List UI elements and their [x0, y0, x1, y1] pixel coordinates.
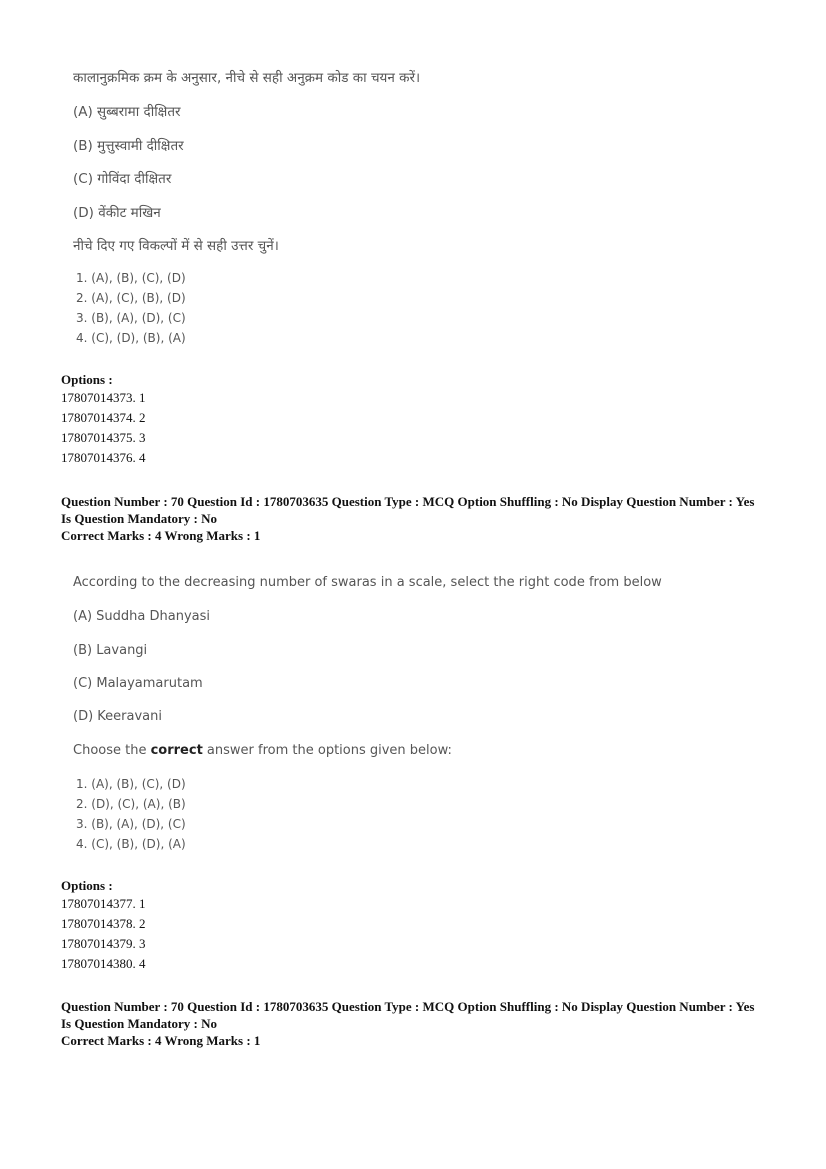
question-2-choice-1: 1. (A), (B), (C), (D) [76, 777, 186, 791]
option-id-3: 17807014375. 3 [61, 430, 146, 445]
option-id-1: 17807014373. 1 [61, 390, 146, 405]
option-id-4: 17807014380. 4 [61, 956, 146, 971]
question-meta-line: Question Number : 70 Question Id : 1780703635 Question Type : MCQ Option Shuffling : No Display Question Number : Yes [61, 494, 755, 509]
question-2-item-c: (C) Malayamarutam [73, 676, 203, 691]
question-meta-2 [61, 998, 754, 1049]
question-2-item-a: (A) Suddha Dhanyasi [73, 609, 211, 624]
question-meta-1 [61, 493, 754, 544]
question-1-choice-3: 3. (B), (A), (D), (C) [76, 311, 186, 325]
question-2-item-d: (D) Keeravani [73, 709, 162, 724]
instruction-bold: correct [150, 743, 203, 758]
question-2-options [61, 877, 146, 974]
question-2-choice-4: 4. (C), (B), (D), (A) [76, 837, 186, 851]
question-mandatory-line: Is Question Mandatory : No [61, 1016, 218, 1031]
instruction-text: Choose the [73, 743, 151, 758]
question-marks-line: Correct Marks : 4 Wrong Marks : 1 [61, 1033, 261, 1048]
question-1-stem: कालानुक्रमिक क्रम के अनुसार, नीचे से सही अनुक्रम कोड का चयन करें। [73, 70, 421, 86]
option-id-4: 17807014376. 4 [61, 450, 146, 465]
question-mandatory-line: Is Question Mandatory : No [61, 511, 218, 526]
question-1-options [61, 371, 146, 468]
question-1-item-b: (B) मुत्तुस्वामी दीक्षितर [73, 138, 184, 154]
question-1-choices [76, 268, 186, 348]
instruction-text: answer from the options given below: [202, 743, 452, 758]
question-marks-line: Correct Marks : 4 Wrong Marks : 1 [61, 528, 261, 543]
option-id-1: 17807014377. 1 [61, 896, 146, 911]
option-id-2: 17807014378. 2 [61, 916, 146, 931]
question-1-instruction: नीचे दिए गए विकल्पों में से सही उत्तर चुनें। [73, 238, 279, 254]
question-2-choice-3: 3. (B), (A), (D), (C) [76, 817, 186, 831]
options-label: Options : [61, 372, 113, 387]
question-2-choices [76, 774, 186, 854]
question-1-item-a: (A) सुब्बरामा दीक्षितर [73, 104, 181, 120]
question-1-item-d: (D) वेंकीट मखिन [73, 205, 161, 221]
option-id-2: 17807014374. 2 [61, 410, 146, 425]
question-1-choice-1: 1. (A), (B), (C), (D) [76, 271, 186, 285]
question-1-item-c: (C) गोविंदा दीक्षितर [73, 171, 172, 187]
question-2-instruction [73, 743, 452, 758]
question-2-choice-2: 2. (D), (C), (A), (B) [76, 797, 186, 811]
question-1-choice-2: 2. (A), (C), (B), (D) [76, 291, 186, 305]
question-meta-line: Question Number : 70 Question Id : 1780703635 Question Type : MCQ Option Shuffling : No Display Question Number : Yes [61, 999, 755, 1014]
options-label: Options : [61, 878, 113, 893]
question-2-item-b: (B) Lavangi [73, 643, 148, 658]
option-id-3: 17807014379. 3 [61, 936, 146, 951]
question-2-stem: According to the decreasing number of swaras in a scale, select the right code from below [73, 575, 662, 590]
question-1-choice-4: 4. (C), (D), (B), (A) [76, 331, 186, 345]
